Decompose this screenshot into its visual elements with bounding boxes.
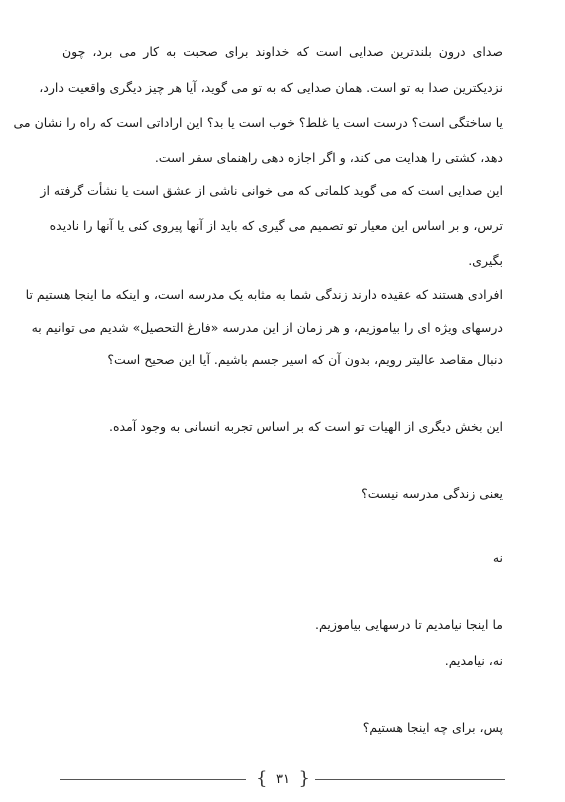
page-number-box	[256, 770, 310, 790]
paragraph-2-line-2: ترس، و بر اساس این معیار تو تصمیم می گیری که باید از آنها پیروی کنی یا آنها را نادیده	[49, 218, 503, 233]
left-brace-ornament: {	[256, 768, 268, 789]
paragraph-2-line-1: این صدایی است که می گوید کلماتی که می خوانی ناشی از عشق است یا نشأت گرفته از	[40, 183, 503, 198]
paragraph-8: نه، نیامدیم.	[444, 653, 503, 668]
paragraph-3-line-1: افرادی هستند که عقیده دارند زندگی شما به مثابه یک مدرسه است، و اینکه ما اینجا هستیم تا	[25, 287, 503, 302]
footer-rule-left	[60, 779, 246, 780]
paragraph-9: پس، برای چه اینجا هستیم؟	[362, 720, 503, 735]
paragraph-6: نه	[492, 550, 503, 565]
paragraph-3-line-2: درسهای ویژه ای را بیاموزیم، و هر زمان از این مدرسه «فارغ التحصیل» شدیم می توانیم به	[31, 320, 503, 335]
paragraph-1-line-4: دهد، کشتی را هدایت می کند، و اگر اجازه دهی راهنمای سفر است.	[154, 150, 503, 165]
paragraph-4: این بخش دیگری از الهیات تو است که بر اساس تجربه انسانی به وجود آمده.	[109, 419, 503, 434]
paragraph-7: ما اینجا نیامدیم تا درسهایی بیاموزیم.	[315, 617, 503, 632]
footer-rule-right	[315, 779, 505, 780]
paragraph-5: یعنی زندگی مدرسه نیست؟	[361, 486, 503, 501]
paragraph-2-line-3: بگیری.	[468, 253, 503, 268]
right-brace-ornament: }	[298, 768, 310, 789]
page-number: ۳۱	[276, 772, 290, 787]
paragraph-1-line-3: یا ساختگی است؟ درست است یا غلط؟ خوب است یا بد؟ این اراداتی است که راه را نشان می	[13, 115, 503, 130]
paragraph-1-line-2: نزدیکترین صدا به تو است. همان صدایی که به تو می گوید، آیا هر چیز دیگری واقعیت دارد،	[39, 80, 503, 95]
paragraph-1-line-1: صدای درون بلندترین صدایی است که خداوند برای صحبت به کار می برد، چون	[62, 44, 503, 59]
page-footer	[60, 770, 505, 790]
paragraph-3-line-3: دنبال مقاصد عالیتر رویم، بدون آن که اسیر جسم باشیم. آیا این صحیح است؟	[107, 352, 503, 367]
